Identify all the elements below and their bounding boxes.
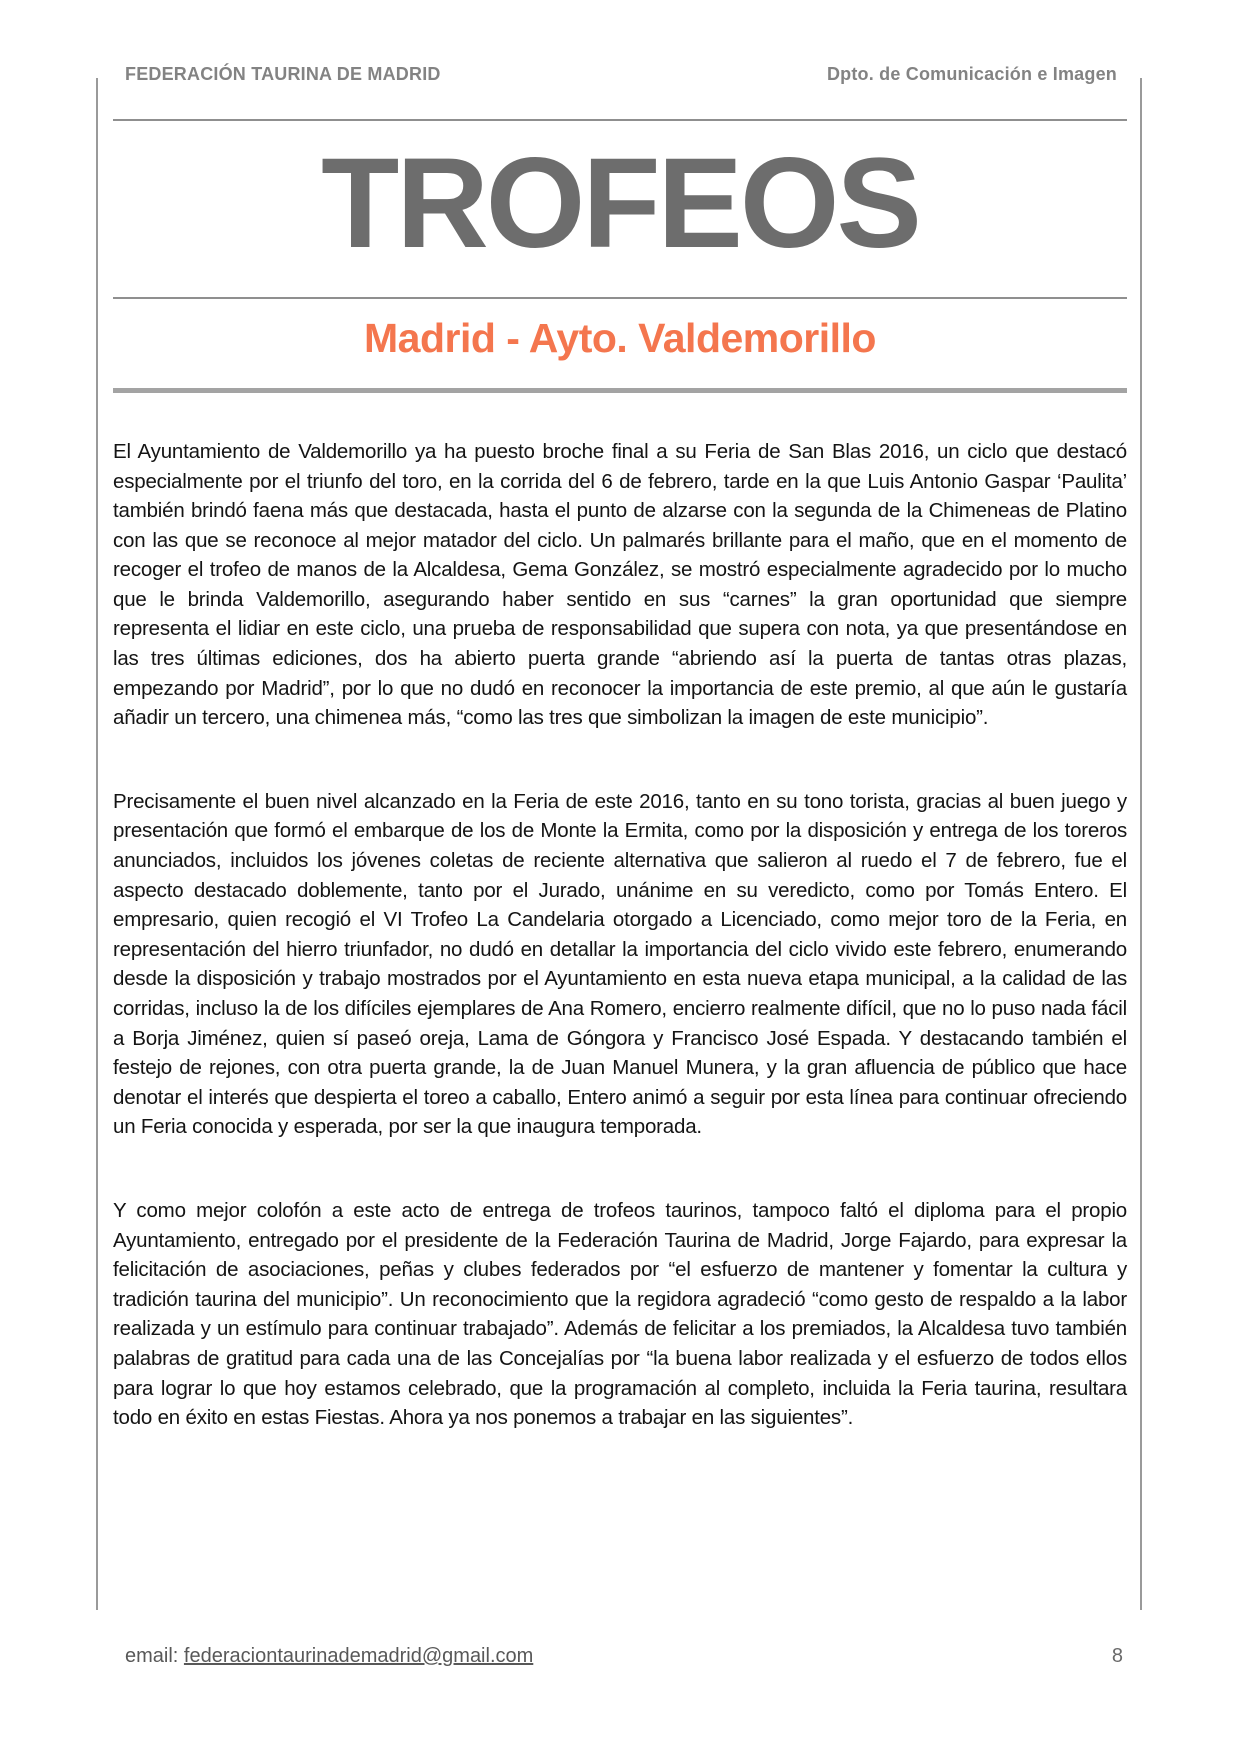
email-link[interactable]: federaciontaurinademadrid@gmail.com	[183, 1645, 534, 1667]
header-department: Dpto. de Comunicación e Imagen	[826, 64, 1117, 84]
page-footer	[125, 1645, 1123, 1668]
article-paragraph: Precisamente el buen nivel alcanzado en la Feria de este 2016, tanto en su tono torista, gracias al buen juego y presentación que formó el embarque de los de Monte la Ermita, como por la disposición y entrega de los toreros anunciados, incluidos los jóvenes coletas de reciente alternativa que salieron al ruedo el 7 de febrero, fue el aspecto destacado doblemente, tanto por el Jurado, unánime en su veredicto, como por Tomás Entero. El empresario, quien recogió el VI Trofeo La Candelaria otorgado a Licenciado, como mejor toro de la Feria, en representación del hierro triunfador, no dudó en detallar la importancia del ciclo vivido este febrero, enumerando desde la disposición y trabajo mostrados por el Ayuntamiento en esta nueva etapa municipal, a la calidad de las corridas, incluso la de los difíciles ejemplares de Ana Romero, encierro realmente difícil, que no lo puso nada fácil a Borja Jiménez, quien sí paseó oreja, Lama de Góngora y Francisco José Espada. Y destacando también el festejo de rejones, con otra puerta grande, la de Juan Manuel Munera, y la gran afluencia de público que hace denotar el interés que despierta el toreo a caballo, Entero animó a seguir por esta línea para continuar ofreciendo un Feria conocida y esperada, por ser la que inaugura temporada.	[113, 789, 1127, 1139]
page-header	[113, 64, 1127, 85]
header-org-name: FEDERACIÓN TAURINA DE MADRID	[125, 64, 441, 84]
article-paragraph: El Ayuntamiento de Valdemorillo ya ha puesto broche final a su Feria de San Blas 2016, un ciclo que destacó especialmente por el triunfo del toro, en la corrida del 6 de febrero, tarde en la que Luis Antonio Gaspar ‘Paulita’ también brindó faena más que destacada, hasta el punto de alzarse con la segunda de la Chimeneas de Platino con las que se reconoce al mejor matador del ciclo. Un palmarés brillante para el maño, que en el momento de recoger el trofeo de manos de la Alcaldesa, Gema González, se mostró especialmente agradecido por lo mucho que le brinda Valdemorillo, asegurando haber sentido en sus “carnes” la gran oportunidad que siempre representa el lidiar en este ciclo, una prueba de responsabilidad que supera con nota, ya que presentándose en las tres últimas ediciones, dos ha abierto puerta grande “abriendo así la puerta de tantas otras plazas, empezando por Madrid”, por lo que no dudó en reconocer la importancia de este premio, al que aún le gustaría añadir un tercero, una chimenea más, “como las tres que simbolizan la imagen de este municipio”.	[113, 439, 1127, 730]
right-border-line	[1140, 78, 1142, 1610]
page-title: TROFEOS	[321, 132, 919, 275]
left-border-line	[96, 78, 98, 1610]
title-divider	[113, 297, 1127, 299]
header-divider	[113, 119, 1127, 121]
article-body	[113, 437, 1127, 1433]
page-subtitle: Madrid - Ayto. Valdemorillo	[364, 314, 876, 361]
page-content	[113, 0, 1127, 1433]
article-paragraph: Y como mejor colofón a este acto de entrega de trofeos taurinos, tampoco faltó el diploma para el propio Ayuntamiento, entregado por el presidente de la Federación Taurina de Madrid, Jorge Fajardo, para expresar la felicitación de asociaciones, peñas y clubes federados por “el esfuerzo de mantener y fomentar la cultura y tradición taurina del municipio”. Un reconocimiento que la regidora agradeció “como gesto de respaldo a la labor realizada y un estímulo para continuar trabajado”. Además de felicitar a los premiados, la Alcaldesa tuvo también palabras de gratitud para cada una de las Concejalías por “la buena labor realizada y el esfuerzo de todos ellos para lograr lo que hoy estamos celebrado, que la programación al completo, incluida la Feria taurina, resultara todo en éxito en estas Fiestas. Ahora ya nos ponemos a trabajar en las siguientes”.	[113, 1198, 1127, 1430]
subtitle-divider	[113, 388, 1127, 393]
footer-email	[125, 1645, 533, 1668]
page-number: 8	[1111, 1645, 1123, 1667]
email-label: email:	[125, 1645, 179, 1667]
